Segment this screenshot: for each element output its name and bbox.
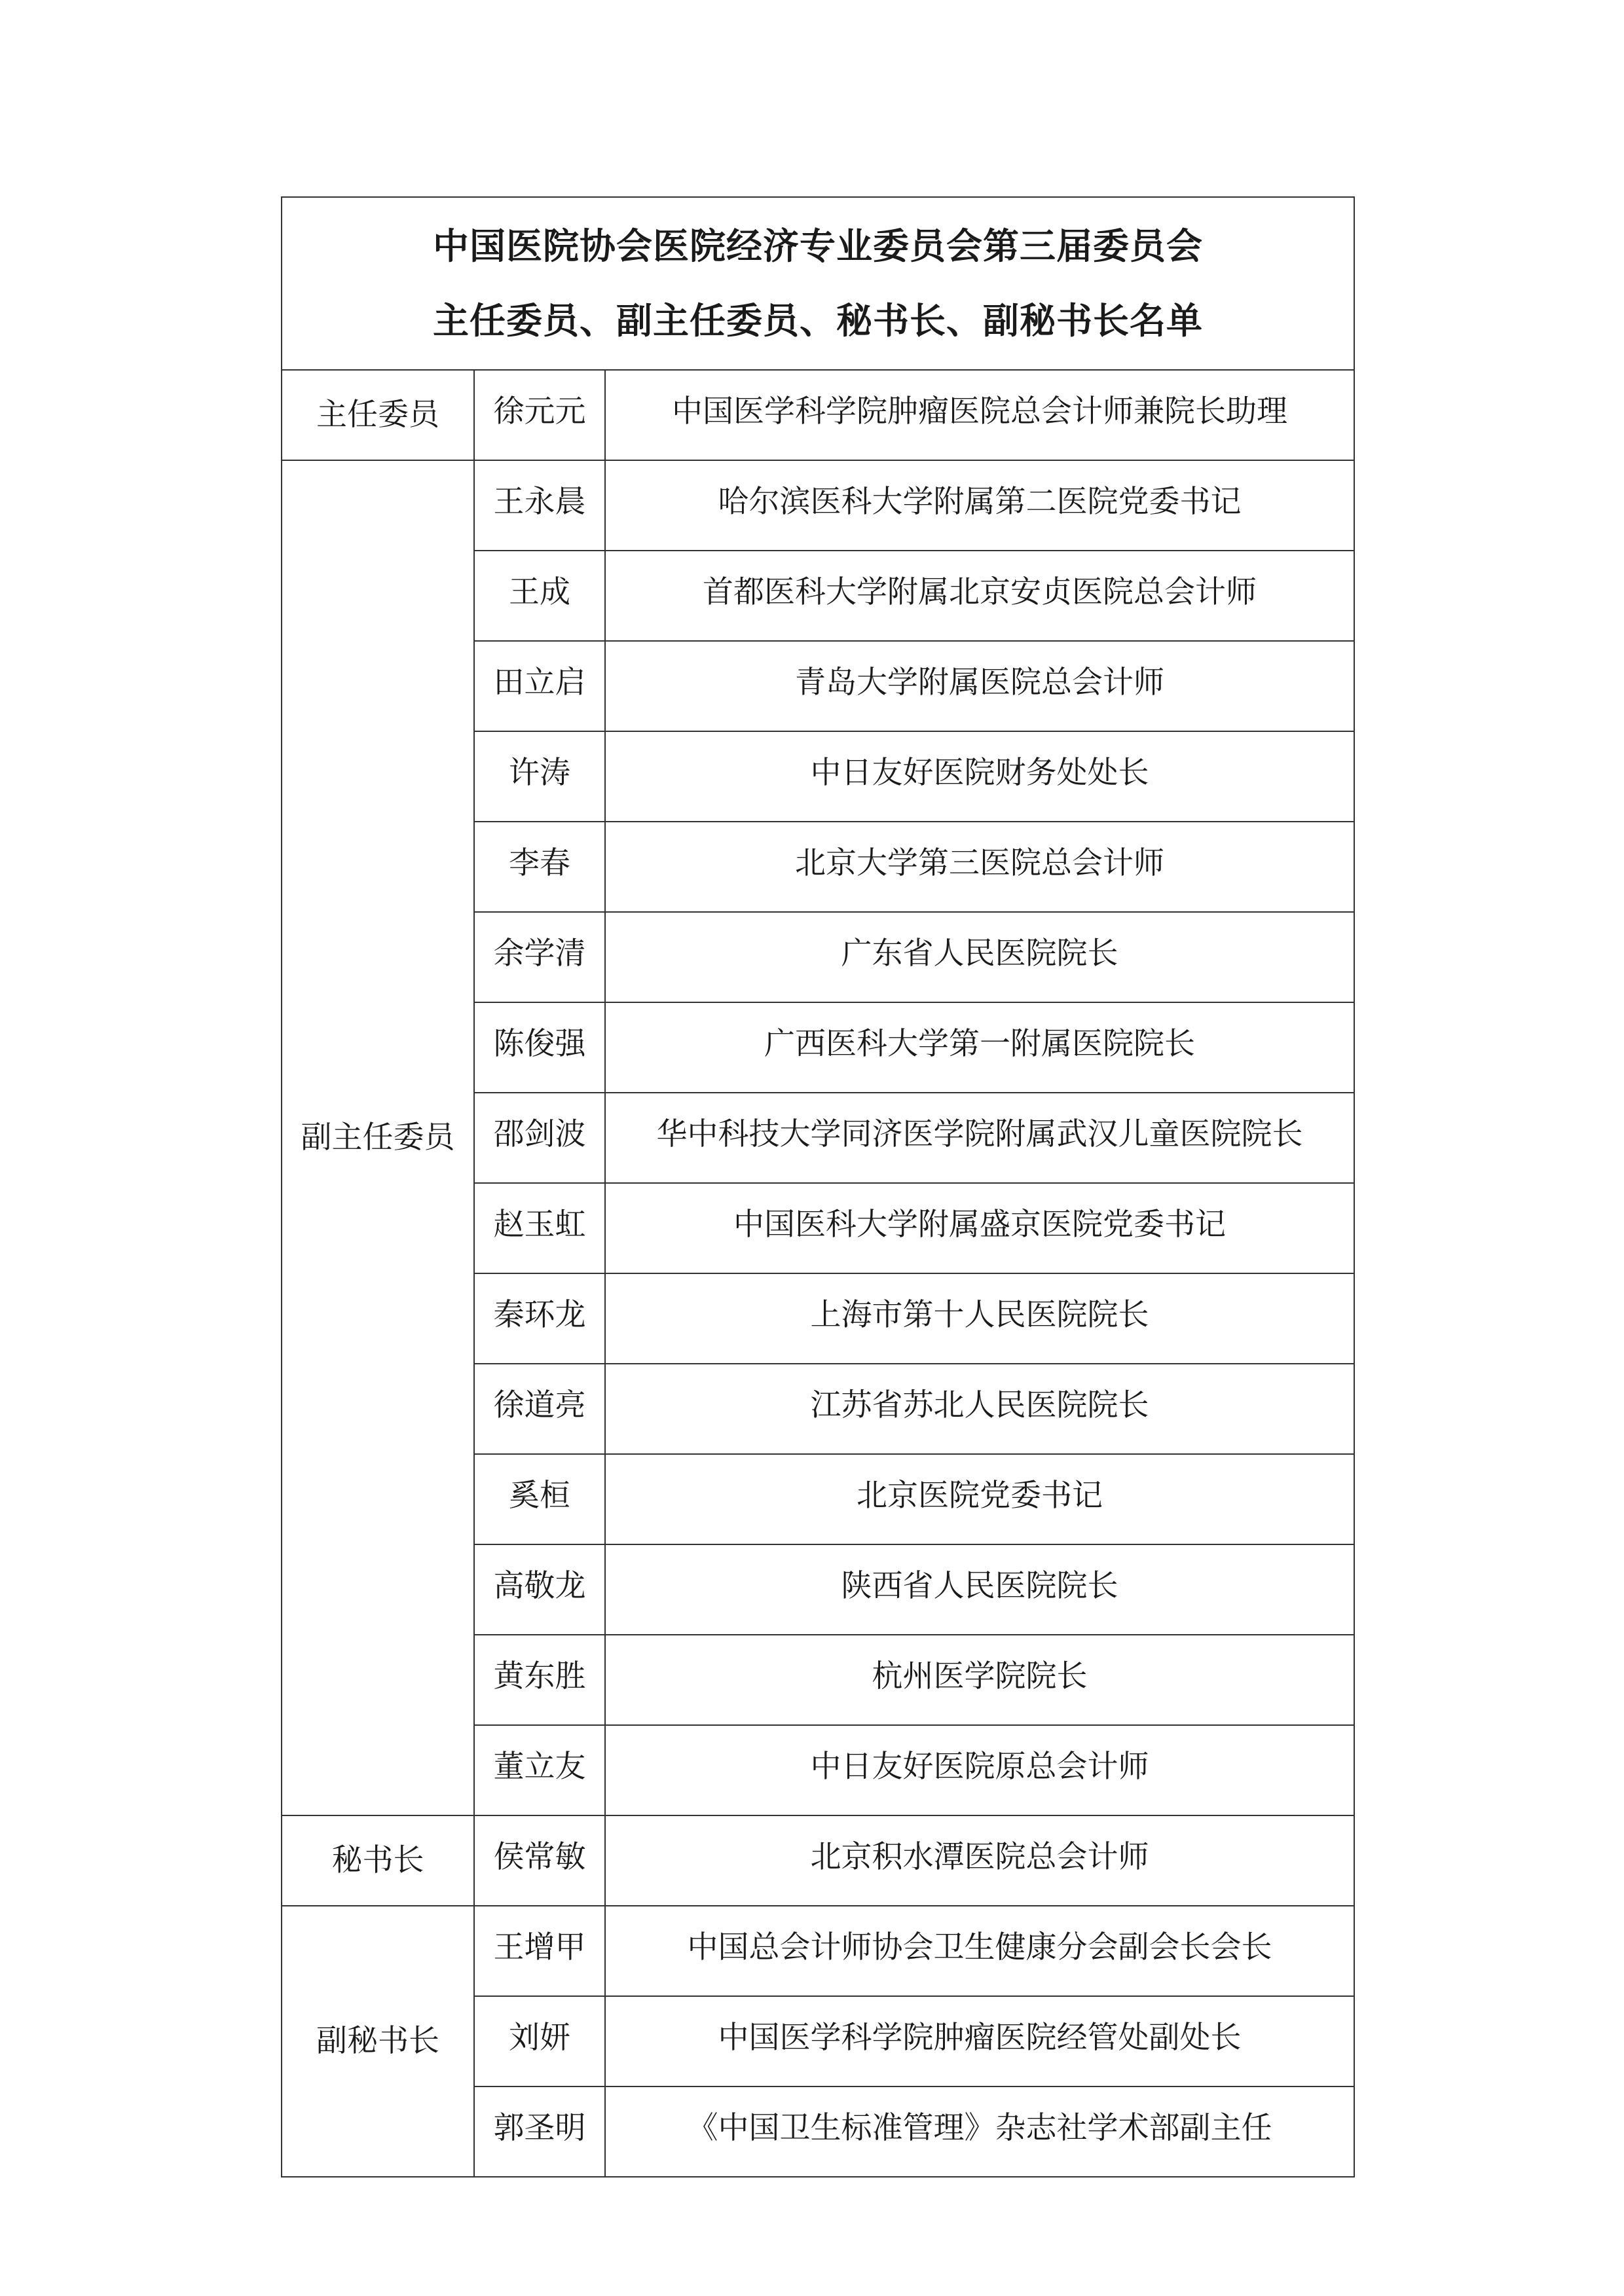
member-name-cell: 田立启 xyxy=(474,641,605,731)
member-name-cell: 王增甲 xyxy=(474,1906,605,1996)
member-position-cell: 青岛大学附属医院总会计师 xyxy=(605,641,1354,731)
member-position-cell: 首都医科大学附属北京安贞医院总会计师 xyxy=(605,551,1354,641)
role-cell: 秘书长 xyxy=(282,1815,474,1906)
member-name-cell: 赵玉虹 xyxy=(474,1183,605,1273)
title-row xyxy=(282,197,1354,370)
member-position-cell: 中国医学科学院肿瘤医院经管处副处长 xyxy=(605,1996,1354,2086)
member-position-cell: 上海市第十人民医院院长 xyxy=(605,1273,1354,1364)
member-name-cell: 王成 xyxy=(474,551,605,641)
document-title xyxy=(282,197,1354,370)
member-position-cell: 北京医院党委书记 xyxy=(605,1454,1354,1544)
member-name-cell: 王永晨 xyxy=(474,460,605,551)
table-row xyxy=(282,460,1354,551)
member-position-cell: 陕西省人民医院院长 xyxy=(605,1544,1354,1635)
member-position-cell: 中国医科大学附属盛京医院党委书记 xyxy=(605,1183,1354,1273)
member-position-cell: 广西医科大学第一附属医院院长 xyxy=(605,1002,1354,1093)
table-row xyxy=(282,1815,1354,1906)
role-cell: 副主任委员 xyxy=(282,460,474,1815)
member-name-cell: 郭圣明 xyxy=(474,2086,605,2177)
member-name-cell: 黄东胜 xyxy=(474,1635,605,1725)
member-position-cell: 杭州医学院院长 xyxy=(605,1635,1354,1725)
member-name-cell: 邵剑波 xyxy=(474,1093,605,1183)
member-position-cell: 《中国卫生标准管理》杂志社学术部副主任 xyxy=(605,2086,1354,2177)
title-line-2: 主任委员、副主任委员、秘书长、副秘书长名单 xyxy=(432,300,1203,342)
member-name-cell: 徐元元 xyxy=(474,370,605,460)
member-position-cell: 广东省人民医院院长 xyxy=(605,912,1354,1002)
member-position-cell: 中国总会计师协会卫生健康分会副会长会长 xyxy=(605,1906,1354,1996)
table-row xyxy=(282,370,1354,460)
table-row xyxy=(282,1906,1354,1996)
member-position-cell: 华中科技大学同济医学院附属武汉儿童医院院长 xyxy=(605,1093,1354,1183)
member-position-cell: 中日友好医院原总会计师 xyxy=(605,1725,1354,1815)
member-position-cell: 北京大学第三医院总会计师 xyxy=(605,822,1354,912)
title-line-1: 中国医院协会医院经济专业委员会第三届委员会 xyxy=(432,225,1203,267)
member-name-cell: 陈俊强 xyxy=(474,1002,605,1093)
member-name-cell: 李春 xyxy=(474,822,605,912)
member-name-cell: 秦环龙 xyxy=(474,1273,605,1364)
role-cell: 主任委员 xyxy=(282,370,474,460)
committee-roster-table xyxy=(281,196,1355,2178)
member-position-cell: 中日友好医院财务处处长 xyxy=(605,731,1354,822)
member-name-cell: 董立友 xyxy=(474,1725,605,1815)
role-cell: 副秘书长 xyxy=(282,1906,474,2177)
member-position-cell: 北京积水潭医院总会计师 xyxy=(605,1815,1354,1906)
member-position-cell: 江苏省苏北人民医院院长 xyxy=(605,1364,1354,1454)
member-name-cell: 余学清 xyxy=(474,912,605,1002)
member-position-cell: 哈尔滨医科大学附属第二医院党委书记 xyxy=(605,460,1354,551)
member-name-cell: 徐道亮 xyxy=(474,1364,605,1454)
member-name-cell: 刘妍 xyxy=(474,1996,605,2086)
member-name-cell: 侯常敏 xyxy=(474,1815,605,1906)
member-position-cell: 中国医学科学院肿瘤医院总会计师兼院长助理 xyxy=(605,370,1354,460)
member-name-cell: 许涛 xyxy=(474,731,605,822)
member-name-cell: 奚桓 xyxy=(474,1454,605,1544)
member-name-cell: 高敬龙 xyxy=(474,1544,605,1635)
